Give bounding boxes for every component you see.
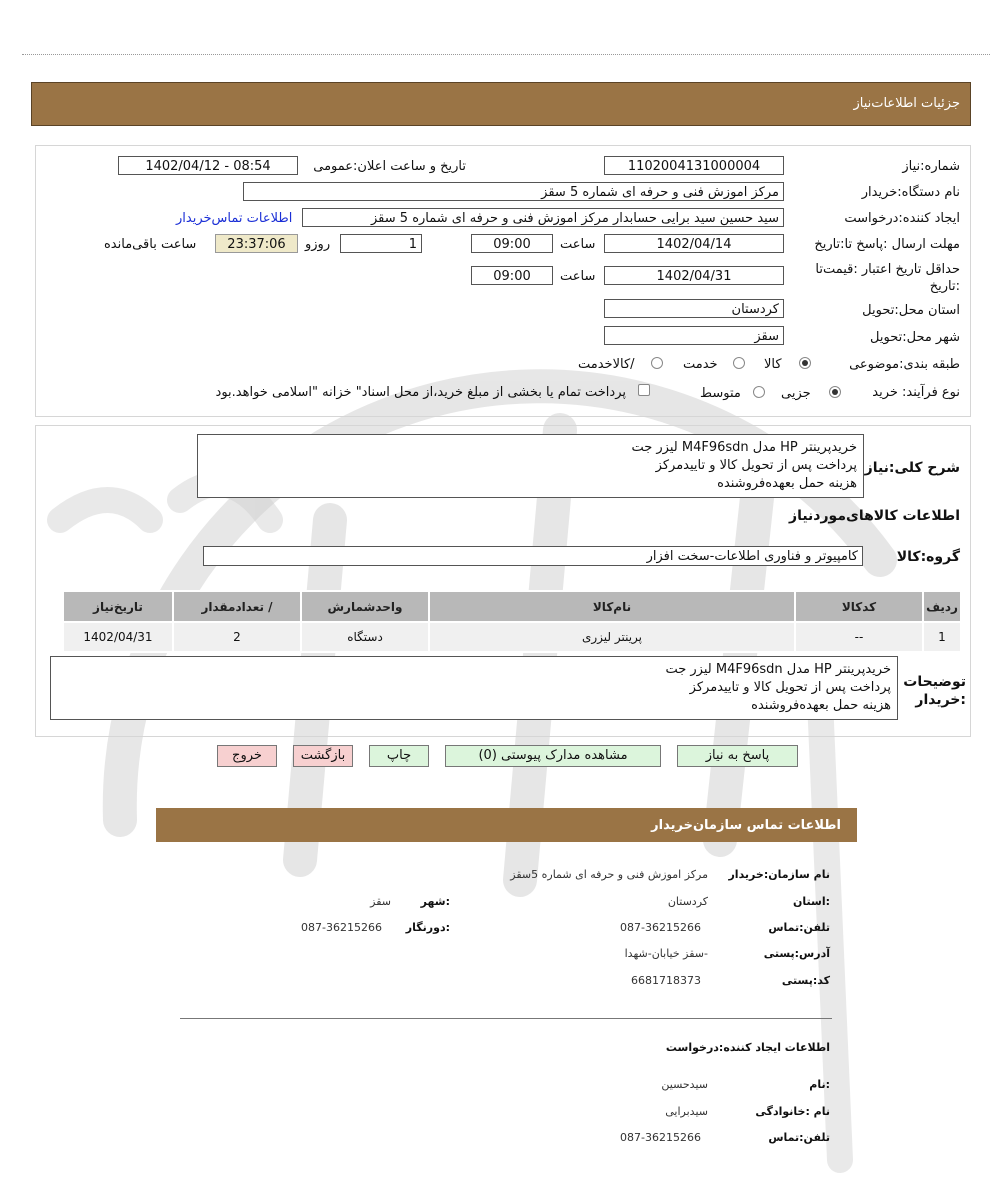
goods-group-label: گروه:کالا [896,549,960,565]
requester-field[interactable]: سید حسین سید برایی حسابدار مرکز اموزش فنی و حرفه ای شماره 5 سقز [302,208,784,227]
general-desc-box [197,434,864,498]
treasury-text: پرداخت تمام یا بخشی از مبلغ خرید،از محل اسناد" خزانه "اسلامی خواهد.بود [215,385,626,400]
general-desc-label: شرح کلی:نیاز [864,460,960,476]
requester-info-title: اطلاعات ایجاد کننده:درخواست [665,1041,830,1054]
days-field[interactable]: 1 [340,234,422,253]
process-minor-radio[interactable] [829,386,841,398]
requester-name-value: سیدحسین [661,1078,708,1091]
contact-postal-value: 6681718373 [631,974,701,987]
col-name: نام‌کالا [429,591,795,622]
cell-code: -- [795,622,923,652]
category-service-radio[interactable] [733,357,745,369]
desc-line: خریدپرینتر HP مدل M4F96sdn لیزر جت [631,440,857,455]
process-minor-label: جزیی [781,386,811,401]
deadline-label: مهلت ارسال :پاسخ تا:تاریخ [814,237,960,252]
validity-time-field[interactable]: 09:00 [471,266,553,285]
process-medium-radio[interactable] [753,386,765,398]
contact-separator [180,1018,832,1019]
notes-line: پرداخت پس از تحویل کالا و تاییدمرکز [689,680,891,695]
category-goods-radio[interactable] [799,357,811,369]
need-number-label: شماره:نیاز [902,159,960,174]
city-field[interactable]: سقز [604,326,784,345]
buyer-notes-label-2: :خریدار [915,692,966,708]
print-button[interactable]: چاپ [369,745,429,767]
desc-line: پرداخت پس از تحویل کالا و تاییدمرکز [655,458,857,473]
goods-group-field[interactable]: کامپیوتر و فناوری اطلاعات-سخت افزار [203,546,863,566]
exit-button[interactable]: خروج [217,745,277,767]
announce-field[interactable]: 1402/04/12 - 08:54 [118,156,298,175]
category-both-radio[interactable] [651,357,663,369]
buyer-org-label: نام دستگاه:خریدار [861,185,960,200]
contact-address-value: -سقز خیابان-شهدا [624,947,708,960]
notes-line: هزینه حمل بعهده‌فروشنده [751,698,891,713]
buyer-org-field[interactable]: مرکز اموزش فنی و حرفه ای شماره 5 سقز [243,182,784,201]
process-medium-label: متوسط [700,386,741,401]
deadline-time-field[interactable]: 09:00 [471,234,553,253]
requester-phone-label: تلفن:تماس [768,1131,830,1144]
reply-button[interactable]: پاسخ به نیاز [677,745,798,767]
col-code: کدکالا [795,591,923,622]
col-qty: / تعدادمقدار [173,591,301,622]
process-label: نوع فرآیند: خرید [872,385,960,400]
contact-fax-label: :دورنگار [405,921,450,934]
contact-fax-value: 087-36215266 [301,921,382,934]
contact-title: اطلاعات تماس سازمان‌خریدار [651,818,841,833]
contact-postal-label: کد:پستی [781,974,830,987]
col-unit: واحدشمارش [301,591,429,622]
category-label: طبقه بندی:موضوعی [849,357,960,372]
treasury-checkbox[interactable] [638,384,650,396]
days-label: روزو [305,237,331,252]
remaining-time: 23:37:06 [215,234,298,253]
city-label: شهر محل:تحویل [870,330,960,345]
view-docs-button[interactable]: مشاهده مدارک پیوستی (0) [445,745,661,767]
category-service-label: خدمت [683,357,718,372]
validity-time-label: ساعت [560,269,596,284]
top-divider [22,54,990,55]
contact-header-bar [156,808,857,842]
contact-city-label: :شهر [420,895,450,908]
goods-table [62,590,962,653]
deadline-time-label: ساعت [560,237,596,252]
contact-phone-value: 087-36215266 [620,921,701,934]
goods-title: اطلاعات کالاهای‌موردنیاز [789,508,960,524]
validity-label-2: :تاریخ [929,279,960,294]
contact-org-value: مرکز اموزش فنی و حرفه ای شماره 5سقز [510,868,708,881]
contact-province-label: :استان [793,895,830,908]
cell-date: 1402/04/31 [63,622,173,652]
contact-province-value: کردستان [667,895,708,908]
notes-line: خریدپرینتر HP مدل M4F96sdn لیزر جت [665,662,891,677]
cell-name: پرینتر لیزری [429,622,795,652]
requester-label: ایجاد کننده:درخواست [844,211,960,226]
table-row[interactable] [63,622,961,652]
province-label: استان محل:تحویل [862,303,960,318]
cell-qty: 2 [173,622,301,652]
requester-phone-value: 087-36215266 [620,1131,701,1144]
deadline-date-field[interactable]: 1402/04/14 [604,234,784,253]
province-field[interactable]: کردستان [604,299,784,318]
contact-phone-label: تلفن:تماس [768,921,830,934]
announce-label: تاریخ و ساعت اعلان:عمومی [313,159,466,174]
buyer-notes-label-1: توضیحات [903,674,966,690]
col-date: تاریخ‌نیاز [63,591,173,622]
category-goods-label: کالا [764,357,782,372]
requester-family-label: نام :خانوادگی [755,1105,830,1118]
buyer-notes-box [50,656,898,720]
desc-line: هزینه حمل بعهده‌فروشنده [717,476,857,491]
cell-row: 1 [923,622,961,652]
table-header-row [63,591,961,622]
col-row: ردیف [923,591,961,622]
validity-date-field[interactable]: 1402/04/31 [604,266,784,285]
back-button[interactable]: بازگشت [293,745,353,767]
contact-address-label: آدرس:پستی [763,947,830,960]
category-both-label: /کالاخدمت [578,357,635,372]
contact-org-label: نام سازمان:خریدار [728,868,830,881]
header-bar [31,82,971,126]
requester-family-value: سیدبرایی [665,1105,708,1118]
validity-label-1: حداقل تاریخ اعتبار :قیمت‌تا [815,262,960,277]
cell-unit: دستگاه [301,622,429,652]
remaining-label: ساعت باقی‌مانده [104,237,197,252]
requester-name-label: :نام [809,1078,830,1091]
buyer-contact-link[interactable]: اطلاعات تماس‌خریدار [176,211,293,226]
header-title: جزئیات اطلاعات‌نیاز [853,96,960,111]
need-number-field[interactable]: 1102004131000004 [604,156,784,175]
contact-city-value: سقز [370,895,391,908]
